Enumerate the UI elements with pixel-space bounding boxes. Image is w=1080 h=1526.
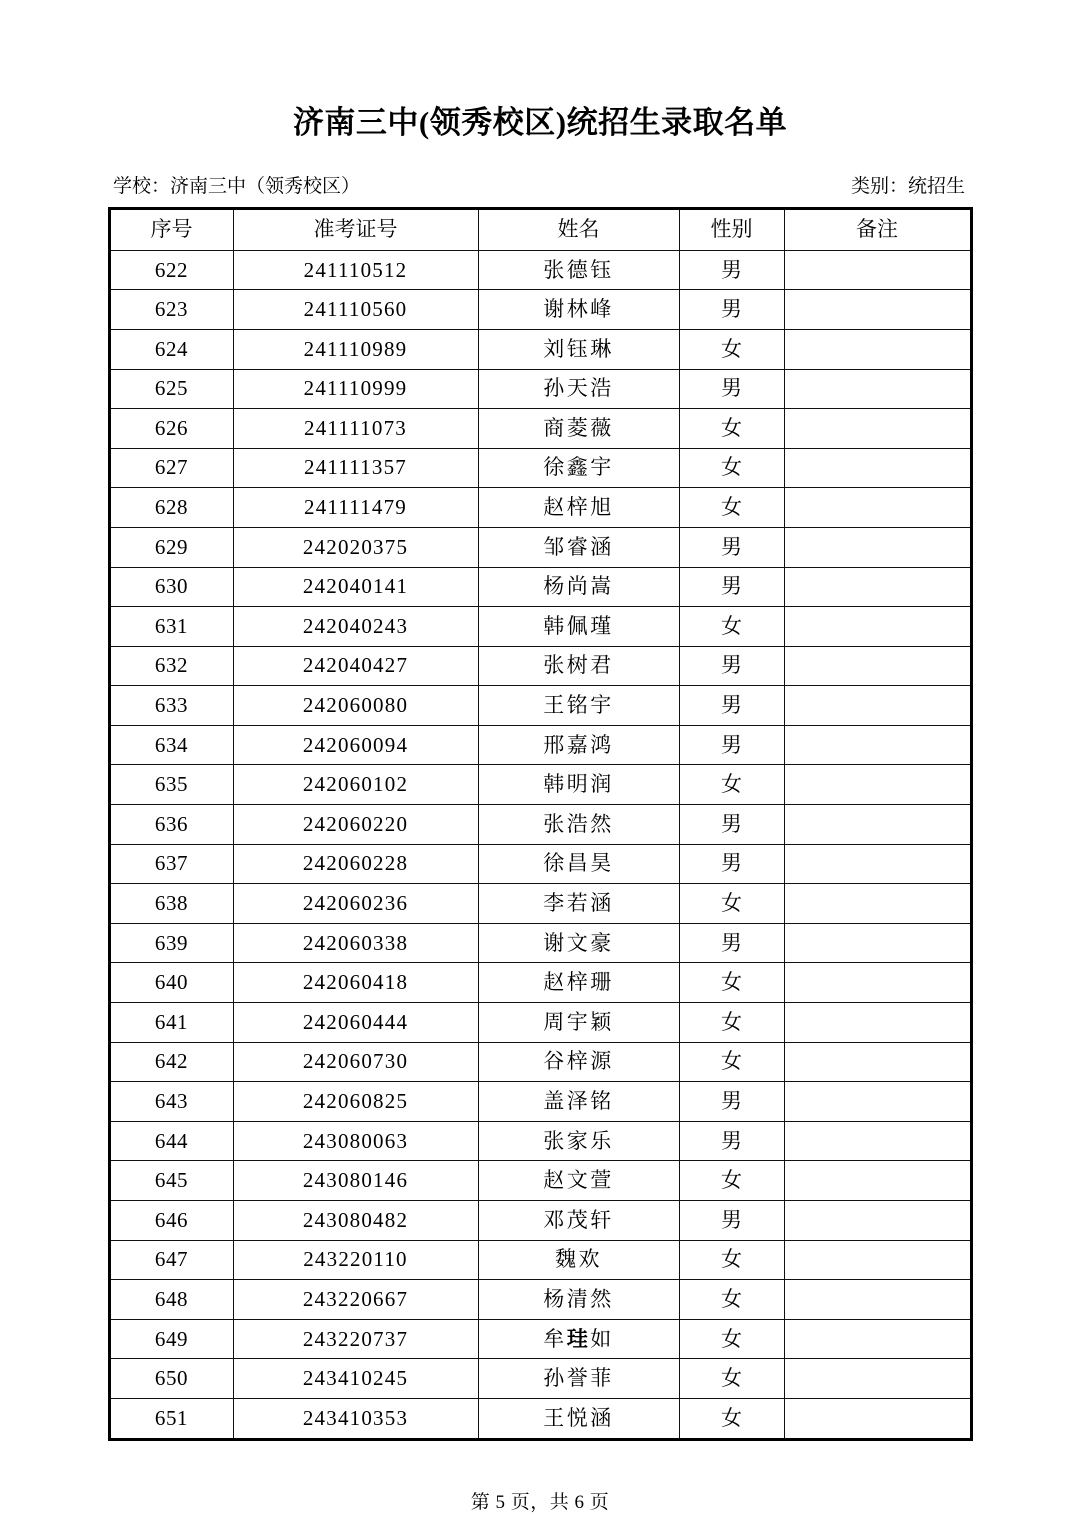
table-row (109, 527, 971, 567)
cell-name: 赵文萱 (478, 1161, 679, 1201)
table-row (109, 488, 971, 528)
cell-index: 626 (109, 409, 233, 449)
cell-exam-no: 242040141 (233, 567, 478, 607)
table-row (109, 567, 971, 607)
table-row (109, 844, 971, 884)
cell-exam-no: 242060825 (233, 1082, 478, 1122)
admission-roster-table (108, 207, 973, 1441)
cell-exam-no: 242040427 (233, 646, 478, 686)
table-row (109, 1082, 971, 1122)
cell-gender: 男 (679, 567, 784, 607)
document-meta-row (113, 171, 970, 198)
column-header-exam-no: 准考证号 (233, 208, 478, 250)
cell-note (784, 1003, 971, 1043)
cell-note (784, 646, 971, 686)
cell-index: 634 (109, 725, 233, 765)
cell-note (784, 1082, 971, 1122)
cell-name: 邹睿涵 (478, 527, 679, 567)
cell-note (784, 765, 971, 805)
cell-note (784, 963, 971, 1003)
cell-exam-no: 242060236 (233, 884, 478, 924)
cell-gender: 女 (679, 1003, 784, 1043)
cell-index: 637 (109, 844, 233, 884)
cell-index: 631 (109, 607, 233, 647)
cell-note (784, 884, 971, 924)
cell-exam-no: 243080482 (233, 1201, 478, 1241)
page-title: 济南三中(领秀校区)统招生录取名单 (292, 105, 788, 140)
cell-exam-no: 243220110 (233, 1240, 478, 1280)
cell-index: 622 (109, 250, 233, 290)
table-row (109, 369, 971, 409)
cell-exam-no: 241111073 (233, 409, 478, 449)
cell-note (784, 527, 971, 567)
cell-note (784, 1319, 971, 1359)
school-label: 学校：济南三中（领秀校区） (113, 175, 361, 197)
cell-note (784, 805, 971, 845)
cell-index: 630 (109, 567, 233, 607)
cell-exam-no: 241111479 (233, 488, 478, 528)
cell-note (784, 923, 971, 963)
column-header-gender: 性别 (679, 208, 784, 250)
cell-note (784, 488, 971, 528)
table-row (109, 448, 971, 488)
cell-name: 韩明润 (478, 765, 679, 805)
cell-index: 629 (109, 527, 233, 567)
cell-exam-no: 243220667 (233, 1280, 478, 1320)
cell-gender: 男 (679, 805, 784, 845)
cell-exam-no: 242040243 (233, 607, 478, 647)
cell-exam-no: 242060228 (233, 844, 478, 884)
page-footer: 第 5 页，共 6 页 (470, 1491, 610, 1513)
cell-gender: 男 (679, 686, 784, 726)
cell-name: 王悦涵 (478, 1398, 679, 1439)
cell-name: 牟珪如 (478, 1319, 679, 1359)
cell-gender: 女 (679, 1240, 784, 1280)
cell-exam-no: 242060094 (233, 725, 478, 765)
table-row (109, 765, 971, 805)
cell-gender: 女 (679, 488, 784, 528)
cell-name: 赵梓旭 (478, 488, 679, 528)
cell-name: 杨清然 (478, 1280, 679, 1320)
cell-gender: 女 (679, 1359, 784, 1399)
cell-gender: 男 (679, 646, 784, 686)
cell-name: 谢文豪 (478, 923, 679, 963)
table-row (109, 1201, 971, 1241)
table-row (109, 805, 971, 845)
cell-exam-no: 241110989 (233, 329, 478, 369)
cell-exam-no: 242060730 (233, 1042, 478, 1082)
cell-name: 魏欢 (478, 1240, 679, 1280)
cell-gender: 男 (679, 250, 784, 290)
cell-gender: 男 (679, 923, 784, 963)
cell-exam-no: 241110999 (233, 369, 478, 409)
table-row (109, 1319, 971, 1359)
cell-note (784, 1042, 971, 1082)
cell-index: 624 (109, 329, 233, 369)
cell-gender: 男 (679, 290, 784, 330)
cell-note (784, 329, 971, 369)
table-header (109, 208, 971, 250)
table-row (109, 923, 971, 963)
table-row (109, 1042, 971, 1082)
cell-gender: 女 (679, 1398, 784, 1439)
cell-note (784, 409, 971, 449)
cell-note (784, 1161, 971, 1201)
cell-gender: 女 (679, 409, 784, 449)
cell-index: 644 (109, 1121, 233, 1161)
cell-name: 商菱薇 (478, 409, 679, 449)
cell-name: 张德钰 (478, 250, 679, 290)
cell-name: 韩佩瑾 (478, 607, 679, 647)
cell-index: 639 (109, 923, 233, 963)
cell-note (784, 1359, 971, 1399)
cell-gender: 女 (679, 329, 784, 369)
table-row (109, 1121, 971, 1161)
cell-note (784, 250, 971, 290)
cell-gender: 女 (679, 1042, 784, 1082)
cell-index: 641 (109, 1003, 233, 1043)
cell-name: 周宇颖 (478, 1003, 679, 1043)
cell-note (784, 567, 971, 607)
cell-index: 633 (109, 686, 233, 726)
cell-note (784, 1280, 971, 1320)
cell-name: 邓茂轩 (478, 1201, 679, 1241)
table-row (109, 607, 971, 647)
cell-gender: 男 (679, 725, 784, 765)
table-row (109, 963, 971, 1003)
category-label: 类别：统招生 (850, 175, 965, 197)
cell-gender: 男 (679, 1201, 784, 1241)
table-row (109, 1003, 971, 1043)
cell-note (784, 725, 971, 765)
cell-index: 638 (109, 884, 233, 924)
cell-exam-no: 243080063 (233, 1121, 478, 1161)
cell-exam-no: 241110512 (233, 250, 478, 290)
table-row (109, 686, 971, 726)
cell-note (784, 448, 971, 488)
cell-exam-no: 242060444 (233, 1003, 478, 1043)
cell-name: 张树君 (478, 646, 679, 686)
cell-index: 645 (109, 1161, 233, 1201)
cell-index: 649 (109, 1319, 233, 1359)
cell-exam-no: 242020375 (233, 527, 478, 567)
cell-index: 640 (109, 963, 233, 1003)
cell-index: 628 (109, 488, 233, 528)
cell-exam-no: 242060102 (233, 765, 478, 805)
cell-gender: 女 (679, 448, 784, 488)
cell-index: 642 (109, 1042, 233, 1082)
cell-exam-no: 243410245 (233, 1359, 478, 1399)
cell-note (784, 607, 971, 647)
cell-index: 648 (109, 1280, 233, 1320)
cell-index: 627 (109, 448, 233, 488)
column-header-index: 序号 (109, 208, 233, 250)
cell-exam-no: 243410353 (233, 1398, 478, 1439)
table-row (109, 1280, 971, 1320)
table-row (109, 409, 971, 449)
cell-name: 谢林峰 (478, 290, 679, 330)
cell-exam-no: 243080146 (233, 1161, 478, 1201)
cell-index: 623 (109, 290, 233, 330)
cell-note (784, 844, 971, 884)
cell-exam-no: 242060338 (233, 923, 478, 963)
table-row (109, 1398, 971, 1439)
cell-name: 王铭宇 (478, 686, 679, 726)
cell-index: 632 (109, 646, 233, 686)
table-row (109, 250, 971, 290)
cell-index: 643 (109, 1082, 233, 1122)
cell-gender: 男 (679, 1082, 784, 1122)
cell-note (784, 290, 971, 330)
cell-note (784, 1240, 971, 1280)
cell-gender: 女 (679, 1161, 784, 1201)
cell-name: 杨尚嵩 (478, 567, 679, 607)
cell-name: 李若涵 (478, 884, 679, 924)
cell-gender: 男 (679, 527, 784, 567)
cell-name: 刘钰琳 (478, 329, 679, 369)
cell-index: 635 (109, 765, 233, 805)
cell-gender: 女 (679, 1319, 784, 1359)
table-row (109, 1240, 971, 1280)
cell-gender: 女 (679, 765, 784, 805)
rare-glyph: 珪 (566, 1326, 591, 1351)
cell-gender: 女 (679, 607, 784, 647)
table-body (109, 250, 971, 1439)
cell-name: 谷梓源 (478, 1042, 679, 1082)
cell-exam-no: 242060220 (233, 805, 478, 845)
cell-gender: 女 (679, 1280, 784, 1320)
cell-note (784, 1201, 971, 1241)
cell-index: 650 (109, 1359, 233, 1399)
column-header-name: 姓名 (478, 208, 679, 250)
table-header-row (109, 208, 971, 250)
cell-index: 651 (109, 1398, 233, 1439)
cell-name: 张家乐 (478, 1121, 679, 1161)
cell-gender: 男 (679, 1121, 784, 1161)
cell-note (784, 369, 971, 409)
table-row (109, 290, 971, 330)
cell-note (784, 1398, 971, 1439)
cell-index: 647 (109, 1240, 233, 1280)
cell-note (784, 1121, 971, 1161)
cell-index: 646 (109, 1201, 233, 1241)
cell-index: 625 (109, 369, 233, 409)
cell-exam-no: 241111357 (233, 448, 478, 488)
cell-gender: 女 (679, 963, 784, 1003)
column-header-note: 备注 (784, 208, 971, 250)
cell-name: 孙誉菲 (478, 1359, 679, 1399)
cell-name: 张浩然 (478, 805, 679, 845)
table-row (109, 1359, 971, 1399)
table-row (109, 646, 971, 686)
table-row (109, 725, 971, 765)
cell-index: 636 (109, 805, 233, 845)
cell-exam-no: 242060080 (233, 686, 478, 726)
cell-exam-no: 243220737 (233, 1319, 478, 1359)
cell-name: 孙天浩 (478, 369, 679, 409)
cell-name: 赵梓珊 (478, 963, 679, 1003)
table-row (109, 329, 971, 369)
cell-name: 徐昌昊 (478, 844, 679, 884)
cell-name: 徐鑫宇 (478, 448, 679, 488)
table-row (109, 1161, 971, 1201)
cell-exam-no: 242060418 (233, 963, 478, 1003)
cell-exam-no: 241110560 (233, 290, 478, 330)
cell-gender: 男 (679, 369, 784, 409)
cell-gender: 男 (679, 844, 784, 884)
table-row (109, 884, 971, 924)
cell-name: 邢嘉鸿 (478, 725, 679, 765)
cell-gender: 女 (679, 884, 784, 924)
cell-name: 盖泽铭 (478, 1082, 679, 1122)
cell-note (784, 686, 971, 726)
